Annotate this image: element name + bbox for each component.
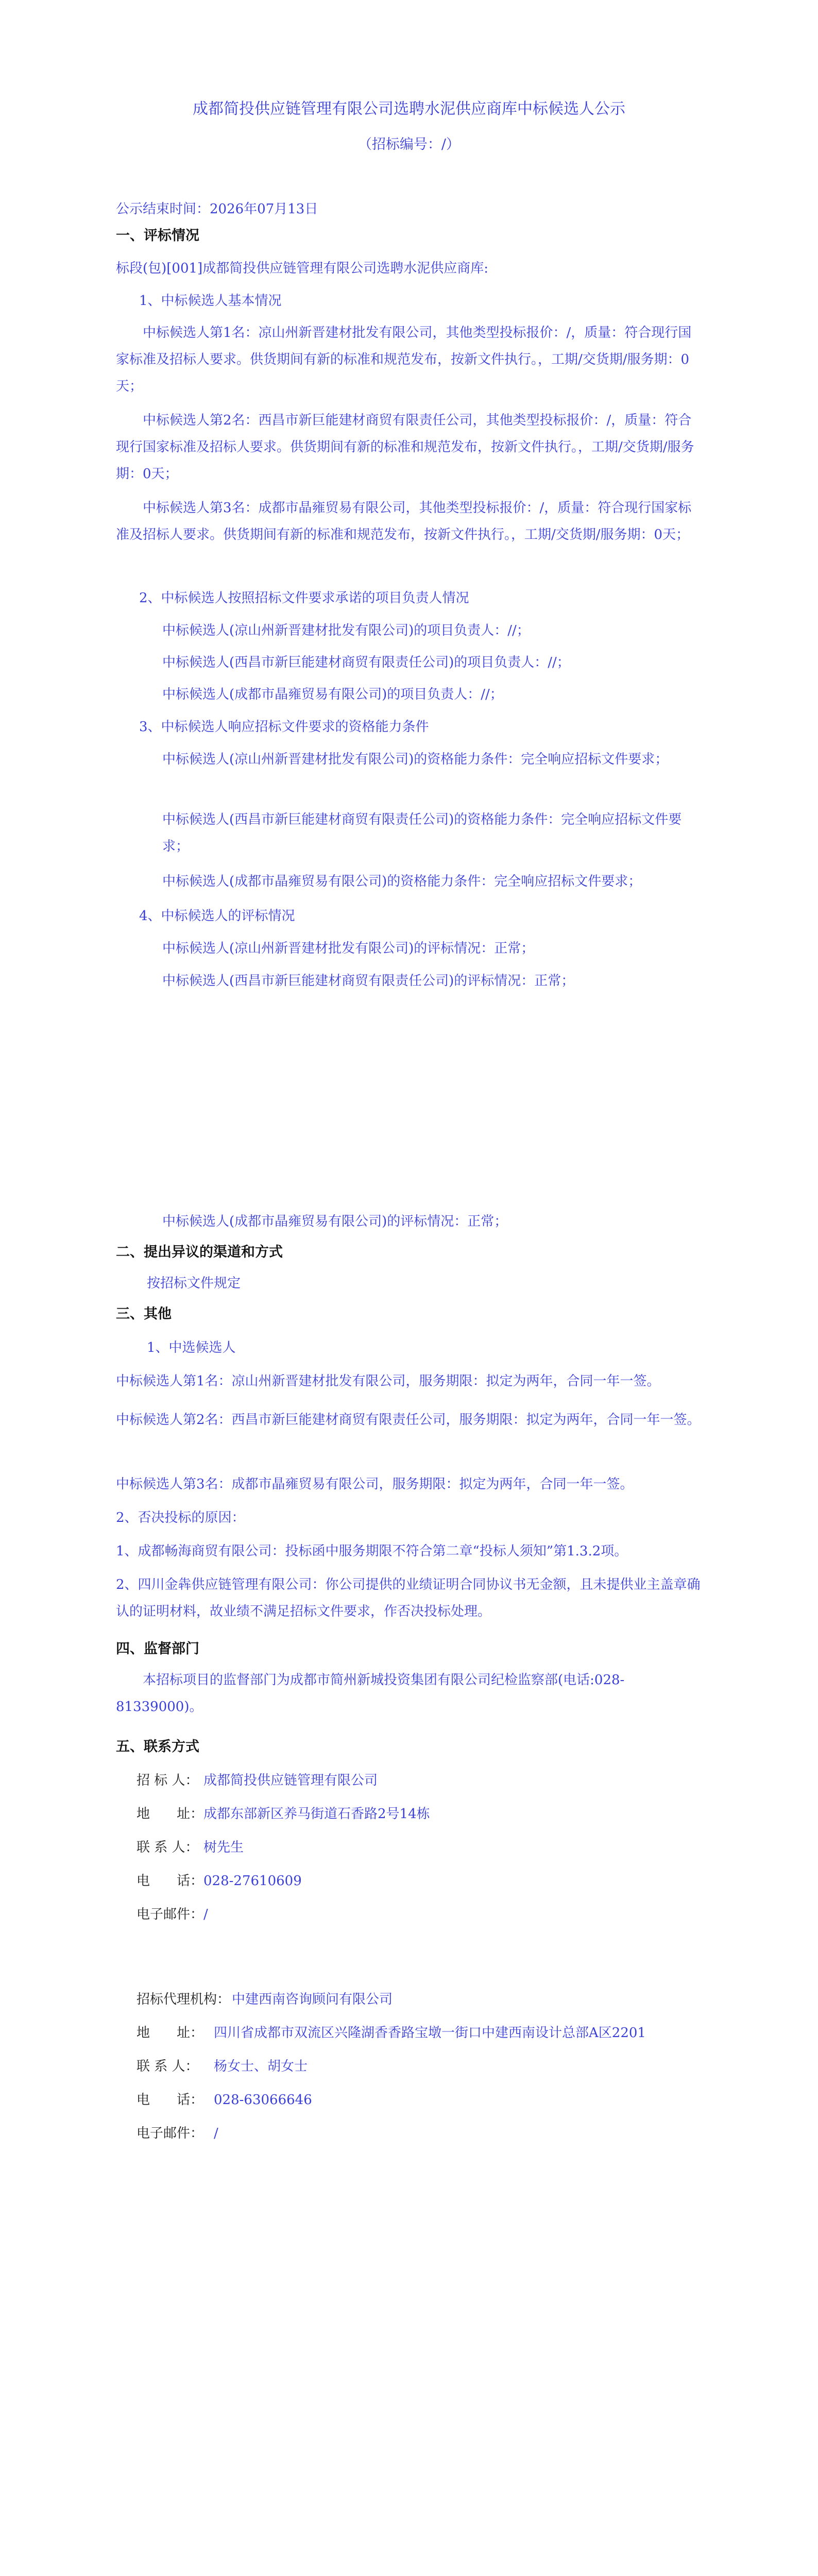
agency-address-label: 地 址： xyxy=(137,2025,204,2041)
candidates-basic-heading: 1、中标候选人基本情况 xyxy=(139,293,282,309)
tender-number: （招标编号：/） xyxy=(357,137,461,152)
tenderer-email-value: / xyxy=(203,1907,208,1922)
pm-candidate-2: 中标候选人(西昌市新巨能建材商贸有限责任公司)的项目负责人：//； xyxy=(162,655,570,670)
agency-email-value: / xyxy=(214,2126,218,2141)
candidate-2-info: 中标候选人第2名：西昌市新巨能建材商贸有限责任公司，其他类型投标报价：/，质量：符合现行国家标准及招标人要求。供货期间有新的标准和规范发布，按新文件执行。，工期/交货期/服务期：0天； xyxy=(116,413,694,482)
agency-contact-label: 联 系 人： xyxy=(137,2059,199,2074)
qualification-heading: 3、中标候选人响应招标文件要求的资格能力条件 xyxy=(139,719,429,735)
agency-phone-label: 电 话： xyxy=(137,2092,204,2108)
pm-candidate-3: 中标候选人(成都市晶雍贸易有限公司)的项目负责人：//； xyxy=(162,687,503,702)
agency-value: 中建西南咨询顾问有限公司 xyxy=(232,1992,393,2007)
rejection-reason-1: 1、成都畅海商贸有限公司：投标函中服务期限不符合第二章“投标人须知”第1.3.2项。 xyxy=(116,1544,628,1559)
agency-contact-value: 杨女士、胡女士 xyxy=(214,2059,308,2074)
tenderer-address-label: 地 址： xyxy=(137,1806,204,1822)
evaluation-heading: 4、中标候选人的评标情况 xyxy=(139,908,295,924)
bid-section-label: 标段(包)[001]成都简投供应链管理有限公司选聘水泥供应商库: xyxy=(116,261,488,276)
tenderer-email-label: 电子邮件： xyxy=(137,1907,204,1922)
agency-phone-value: 028-63066646 xyxy=(214,2092,312,2108)
tenderer-address-value: 成都东部新区养马街道石香路2号14栋 xyxy=(203,1806,430,1822)
section-2-heading: 二、提出异议的渠道和方式 xyxy=(116,1244,283,1260)
selected-candidates-heading: 1、中选候选人 xyxy=(147,1340,236,1355)
tenderer-label: 招 标 人： xyxy=(137,1773,199,1788)
agency-label: 招标代理机构： xyxy=(137,1992,231,2007)
candidate-1-info: 中标候选人第1名：凉山州新晋建材批发有限公司，其他类型投标报价：/，质量：符合现行国家标准及招标人要求。供货期间有新的标准和规范发布，按新文件执行。，工期/交货期/服务期：0天； xyxy=(116,325,692,394)
section-1-heading: 一、评标情况 xyxy=(116,228,199,244)
selected-candidate-1: 中标候选人第1名：凉山州新晋建材批发有限公司，服务期限：拟定为两年，合同一年一签。 xyxy=(116,1374,660,1389)
evaluation-candidate-1: 中标候选人(凉山州新晋建材批发有限公司)的评标情况：正常； xyxy=(162,941,535,956)
section-5-heading: 五、联系方式 xyxy=(116,1739,199,1755)
qualification-candidate-3: 中标候选人(成都市晶雍贸易有限公司)的资格能力条件：完全响应招标文件要求； xyxy=(162,874,642,889)
selected-candidate-3: 中标候选人第3名：成都市晶雍贸易有限公司，服务期限：拟定为两年，合同一年一签。 xyxy=(116,1477,634,1492)
agency-address-value: 四川省成都市双流区兴隆湖香香路宝墩一街口中建西南设计总部A区2201 xyxy=(214,2025,646,2041)
tenderer-contact-value: 树先生 xyxy=(203,1840,244,1855)
pm-heading: 2、中标候选人按照招标文件要求承诺的项目负责人情况 xyxy=(139,590,469,606)
objection-channel: 按招标文件规定 xyxy=(147,1276,241,1291)
pm-candidate-1: 中标候选人(凉山州新晋建材批发有限公司)的项目负责人：//； xyxy=(162,623,530,638)
tenderer-phone-label: 电 话： xyxy=(137,1873,204,1889)
qualification-candidate-1: 中标候选人(凉山州新晋建材批发有限公司)的资格能力条件：完全响应招标文件要求； xyxy=(162,752,669,767)
tenderer-phone-value: 028-27610609 xyxy=(203,1873,302,1889)
supervision-department: 本招标项目的监督部门为成都市简州新城投资集团有限公司纪检监察部(电话:028-81339000)。 xyxy=(116,1672,625,1715)
rejection-reason-2: 2、四川金犇供应链管理有限公司：你公司提供的业绩证明合同协议书无金额，且未提供业主盖章确认的证明材料，故业绩不满足招标文件要求，作否决投标处理。 xyxy=(116,1577,701,1619)
section-4-heading: 四、监督部门 xyxy=(116,1641,199,1657)
candidate-3-info: 中标候选人第3名：成都市晶雍贸易有限公司，其他类型投标报价：/，质量：符合现行国家标准及招标人要求。供货期间有新的标准和规范发布，按新文件执行。，工期/交货期/服务期：0天； xyxy=(116,500,692,543)
page-title: 成都简投供应链管理有限公司选聘水泥供应商库中标候选人公示 xyxy=(193,100,625,118)
evaluation-candidate-3: 中标候选人(成都市晶雍贸易有限公司)的评标情况：正常； xyxy=(162,1214,508,1229)
selected-candidate-2: 中标候选人第2名：西昌市新巨能建材商贸有限责任公司，服务期限：拟定为两年，合同一年一签。 xyxy=(116,1412,701,1428)
evaluation-candidate-2: 中标候选人(西昌市新巨能建材商贸有限责任公司)的评标情况：正常； xyxy=(162,973,575,989)
end-time: 公示结束时间：2026年07月13日 xyxy=(116,201,318,217)
qualification-candidate-2: 中标候选人(西昌市新巨能建材商贸有限责任公司)的资格能力条件：完全响应招标文件要求； xyxy=(162,812,682,854)
tenderer-value: 成都简投供应链管理有限公司 xyxy=(203,1773,378,1788)
agency-email-label: 电子邮件： xyxy=(137,2126,204,2141)
section-3-heading: 三、其他 xyxy=(116,1306,172,1322)
rejection-heading: 2、否决投标的原因： xyxy=(116,1510,245,1526)
tenderer-contact-label: 联 系 人： xyxy=(137,1840,199,1855)
